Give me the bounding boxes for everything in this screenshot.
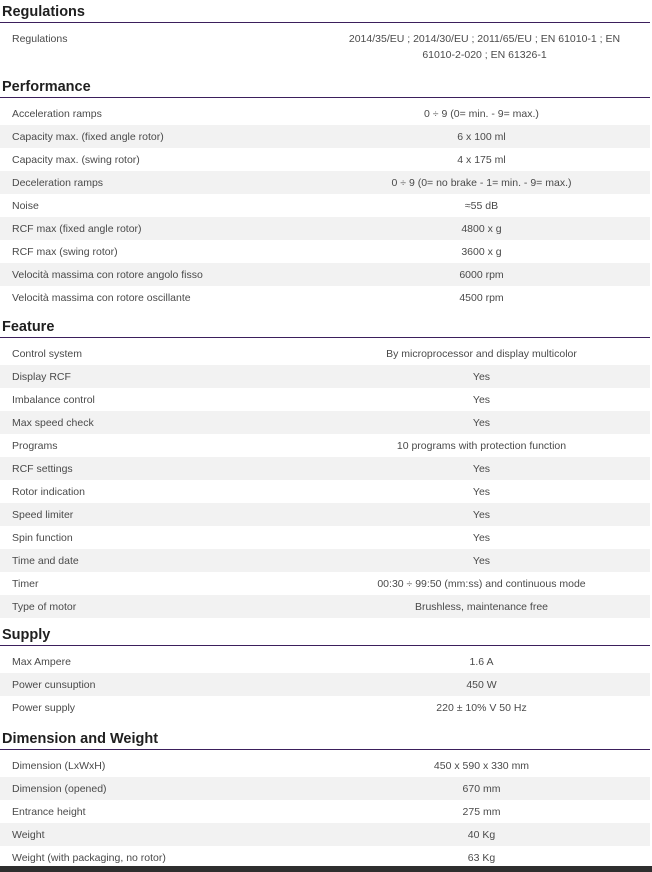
spec-label: Velocità massima con rotore angolo fisso [12,268,203,281]
spec-row [0,777,650,800]
spec-value: 0 ÷ 9 (0= min. - 9= max.) [424,107,539,120]
spec-label: Dimension (LxWxH) [12,759,106,772]
spec-row [0,800,650,823]
spec-label: Noise [12,199,39,212]
spec-value: 10 programs with protection function [396,439,567,452]
spec-row [0,650,650,673]
spec-row [0,31,650,65]
spec-value: 450 W [466,678,497,691]
spec-label: Rotor indication [12,485,85,498]
spec-value: 4800 x g [461,222,502,235]
spec-row [0,388,650,411]
spec-label: RCF settings [12,462,73,475]
section-title: Regulations [0,3,650,23]
spec-value: Yes [472,554,491,567]
section-regulations [0,3,650,65]
spec-label: Weight (with packaging, no rotor) [12,851,166,864]
section-performance [0,78,650,309]
spec-row [0,102,650,125]
spec-row [0,240,650,263]
spec-label: Weight [12,828,45,841]
spec-label: RCF max (swing rotor) [12,245,118,258]
spec-value: Brushless, maintenance free [414,600,549,613]
spec-table [0,754,650,869]
spec-label: Display RCF [12,370,71,383]
spec-row [0,217,650,240]
spec-value: ≈55 dB [464,199,499,212]
spec-row [0,503,650,526]
spec-value: Yes [472,370,491,383]
spec-value: 4 x 175 ml [457,153,506,166]
spec-row [0,696,650,719]
spec-table [0,650,650,719]
spec-label: Time and date [12,554,79,567]
spec-row [0,365,650,388]
spec-row [0,572,650,595]
spec-row [0,480,650,503]
spec-row [0,823,650,846]
spec-value: Yes [472,416,491,429]
spec-label: Spin function [12,531,73,544]
spec-label: Power supply [12,701,76,714]
spec-table [0,31,650,65]
spec-value: 1.6 A [469,655,494,668]
spec-value: 63 Kg [467,851,496,864]
spec-value: 00:30 ÷ 99:50 (mm:ss) and continuous mode [377,577,586,590]
spec-value: 0 ÷ 9 (0= no brake - 1= min. - 9= max.) [391,176,572,189]
spec-row [0,549,650,572]
spec-row [0,194,650,217]
spec-row [0,342,650,365]
spec-value: By microprocessor and display multicolor [386,347,577,360]
spec-value: 220 ± 10% V 50 Hz [436,701,527,714]
spec-row [0,286,650,309]
spec-row [0,457,650,480]
spec-label: Programs [12,439,58,452]
spec-label: Timer [12,577,39,590]
section-title: Feature [0,318,650,338]
spec-row [0,673,650,696]
spec-label: Acceleration ramps [12,107,102,120]
spec-row [0,411,650,434]
spec-row [0,148,650,171]
section-title: Supply [0,626,650,646]
spec-label: Power cunsuption [12,678,96,691]
spec-row [0,263,650,286]
spec-label: Max speed check [12,416,94,429]
spec-value: 275 mm [462,805,501,818]
spec-value: 40 Kg [467,828,496,841]
spec-label: Speed limiter [12,508,74,521]
section-dimension-weight [0,730,650,869]
spec-label: Control system [12,347,83,360]
spec-value: 3600 x g [461,245,502,258]
section-feature [0,318,650,618]
section-supply [0,626,650,719]
bottom-bar [0,866,652,872]
spec-label: Dimension (opened) [12,782,107,795]
spec-value: 450 x 590 x 330 mm [433,759,530,772]
spec-label: Regulations [12,33,68,45]
spec-label: Type of motor [12,600,77,613]
spec-label: Max Ampere [12,655,71,668]
spec-value: Yes [472,508,491,521]
section-title: Performance [0,78,650,98]
spec-row [0,171,650,194]
spec-value: Yes [472,393,491,406]
spec-row [0,526,650,549]
spec-value: Yes [472,462,491,475]
spec-label: Imbalance control [12,393,95,406]
spec-value: Yes [472,531,491,544]
spec-row [0,595,650,618]
spec-label: Capacity max. (fixed angle rotor) [12,130,164,143]
spec-label: Entrance height [12,805,86,818]
spec-label: Capacity max. (swing rotor) [12,153,140,166]
spec-value: 670 mm [462,782,501,795]
spec-row [0,125,650,148]
spec-value: 2014/35/EU ; 2014/30/EU ; 2011/65/EU ; EN 61010-1 ; EN 61010-2-020 ; EN 61326-1 [348,33,621,61]
spec-label: Deceleration ramps [12,176,104,189]
spec-table [0,102,650,309]
spec-value: 4500 rpm [459,291,504,304]
spec-value: 6 x 100 ml [457,130,506,143]
spec-row [0,754,650,777]
spec-row [0,434,650,457]
spec-label: RCF max (fixed angle rotor) [12,222,142,235]
spec-value: 6000 rpm [459,268,504,281]
spec-value: Yes [472,485,491,498]
section-title: Dimension and Weight [0,730,650,750]
spec-label: Velocità massima con rotore oscillante [12,291,191,304]
spec-table [0,342,650,618]
